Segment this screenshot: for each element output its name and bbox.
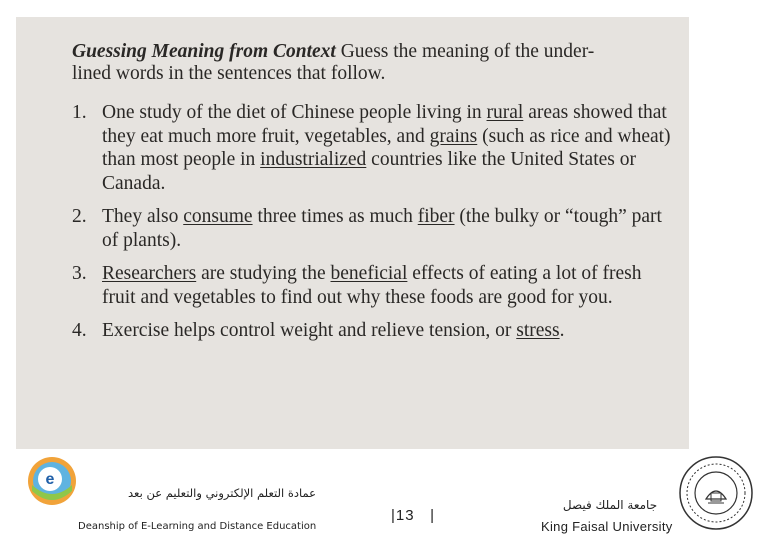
item-text-segment: (the bulky or “tough” part of plants).	[102, 206, 662, 251]
page-number-value: 13	[395, 507, 415, 524]
item-text-segment: (such as rice and wheat) than most people in	[102, 125, 671, 170]
exercise-items	[72, 101, 679, 343]
item-text	[102, 205, 679, 252]
exercise-heading	[72, 41, 679, 63]
exercise-item	[72, 262, 679, 309]
university-english: King Faisal University	[541, 519, 673, 534]
item-number: 1.	[72, 102, 87, 123]
underlined-word: grains	[429, 125, 478, 147]
item-text-segment: three times as much	[252, 206, 418, 227]
exercise-item	[72, 101, 679, 195]
deanship-english: Deanship of E-Learning and Distance Education	[78, 521, 317, 532]
elearning-logo-icon	[26, 455, 78, 507]
textbook-scan	[16, 17, 689, 449]
page-number: |13 |	[391, 507, 435, 524]
item-text-segment: countries like the United States or Canada.	[102, 149, 636, 194]
exercise-item	[72, 319, 679, 343]
kfu-seal-icon	[678, 455, 754, 531]
exercise-instruction-line1: Guess the meaning of the under-	[340, 41, 595, 62]
deanship-arabic: عمادة التعلم الإلكتروني والتعليم عن بعد	[128, 486, 316, 500]
underlined-word: rural	[486, 102, 524, 123]
item-text-segment: are studying the	[196, 263, 331, 284]
item-text-segment: areas showed that they eat much more fruit, vegetables, and	[102, 102, 667, 147]
item-text	[102, 319, 679, 343]
exercise-item	[72, 205, 679, 252]
item-text-segment: .	[559, 320, 565, 341]
exercise-instruction-line2: lined words in the sentences that follow.	[72, 63, 386, 84]
svg-text:e: e	[45, 471, 55, 488]
exercise-title: Guessing Meaning from Context	[72, 41, 336, 62]
underlined-word: beneficial	[330, 263, 408, 284]
underlined-word: stress	[516, 320, 560, 341]
item-text-segment: One study of the diet of Chinese people living in	[102, 102, 487, 123]
underlined-word: fiber	[417, 206, 455, 227]
item-text-segment: effects of eating a lot of fresh fruit and vegetables to find out why these foods are good for you.	[102, 263, 642, 308]
item-number: 3.	[72, 263, 87, 284]
item-text	[102, 262, 679, 309]
underlined-word: Researchers	[102, 263, 197, 284]
underlined-word: consume	[183, 206, 253, 227]
item-text-segment: They also	[102, 206, 184, 227]
item-text	[102, 101, 679, 195]
item-text-segment: Exercise helps control weight and relieve tension, or	[102, 320, 517, 341]
underlined-word: industrialized	[260, 149, 367, 170]
item-number: 4.	[72, 320, 87, 341]
university-arabic: جامعة الملك فيصل	[562, 498, 658, 512]
item-number: 2.	[72, 206, 87, 227]
